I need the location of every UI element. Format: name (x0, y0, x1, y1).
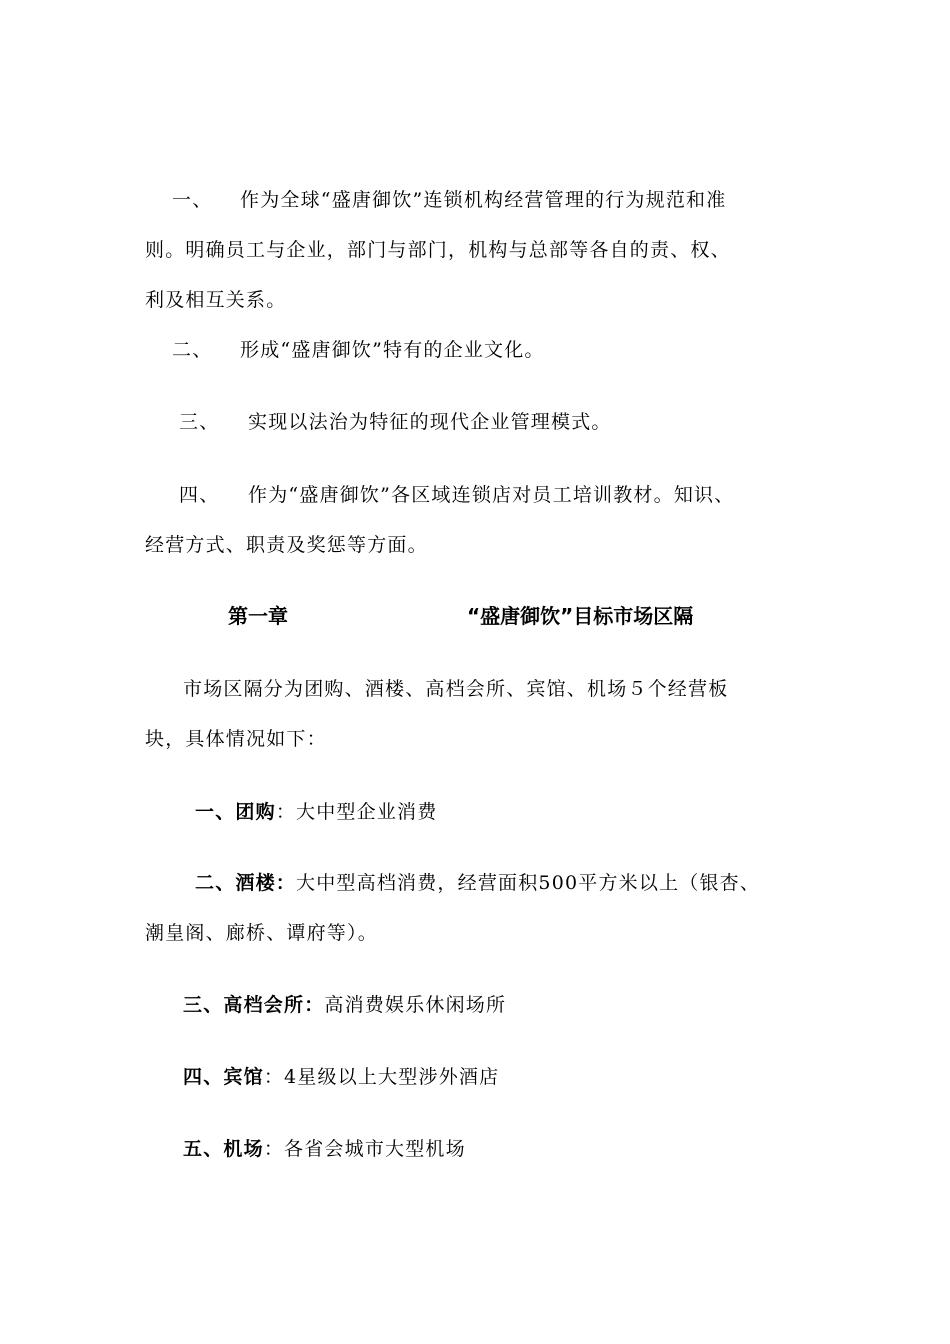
market-item-5-label: 五、机场 (183, 1138, 264, 1160)
intro-item-4-line-1 (145, 483, 825, 507)
intro-item-1-number: 一、 (172, 189, 213, 211)
market-intro-line-2: 块，具体情况如下： (145, 728, 327, 750)
market-item-4-text: ：4星级以上大型涉外酒店 (263, 1066, 500, 1088)
market-item-3 (145, 993, 825, 1017)
intro-item-1-line-3: 利及相互关系。 (145, 289, 287, 311)
intro-item-2-number: 二、 (172, 339, 213, 361)
market-item-1-text: ：大中型企业消费 (275, 801, 438, 823)
market-item-4-label: 四、宾馆 (183, 1066, 264, 1088)
market-item-3-text: 高消费娱乐休闲场所 (324, 994, 507, 1016)
market-item-5-text: ：各省会城市大型机场 (263, 1138, 466, 1160)
intro-item-4-number: 四、 (179, 484, 220, 506)
intro-item-1-text: 作为全球“盛唐御饮”连锁机构经营管理的行为规范和准 (240, 189, 727, 211)
market-intro-text-1: 市场区隔分为团购、酒楼、高档会所、宾馆、机场５个经营板 (183, 678, 729, 700)
market-item-2-label: 二、酒楼： (195, 872, 297, 894)
intro-item-4-text: 作为“盛唐御饮”各区域连锁店对员工培训教材。知识、 (248, 484, 735, 506)
market-item-5 (145, 1137, 825, 1161)
market-item-2-line-1 (145, 871, 825, 895)
intro-item-3-text: 实现以法治为特征的现代企业管理模式。 (248, 411, 612, 433)
market-intro-line-1 (145, 677, 825, 701)
intro-item-2-text: 形成“盛唐御饮”特有的企业文化。 (240, 339, 545, 361)
chapter-title: “盛唐御饮”目标市场区隔 (467, 604, 694, 628)
intro-item-2 (145, 338, 825, 362)
market-item-3-label: 三、高档会所： (183, 994, 325, 1016)
intro-item-3-number: 三、 (179, 411, 220, 433)
intro-item-1-line-1 (145, 188, 825, 212)
intro-item-1-line-2: 则。明确员工与企业，部门与部门，机构与总部等各自的责、权、 (145, 239, 731, 261)
market-item-2-text: 大中型高档消费，经营面积500平方米以上（银杏、 (296, 872, 761, 894)
intro-item-3 (145, 410, 825, 434)
market-item-4 (145, 1065, 825, 1089)
market-item-1 (145, 800, 825, 824)
chapter-label: 第一章 (228, 604, 288, 628)
intro-item-4-line-2: 经营方式、职责及奖惩等方面。 (145, 534, 428, 556)
market-item-2-line-2: 潮皇阁、廊桥、谭府等）。 (145, 922, 378, 944)
market-item-1-label: 一、团购 (195, 801, 276, 823)
